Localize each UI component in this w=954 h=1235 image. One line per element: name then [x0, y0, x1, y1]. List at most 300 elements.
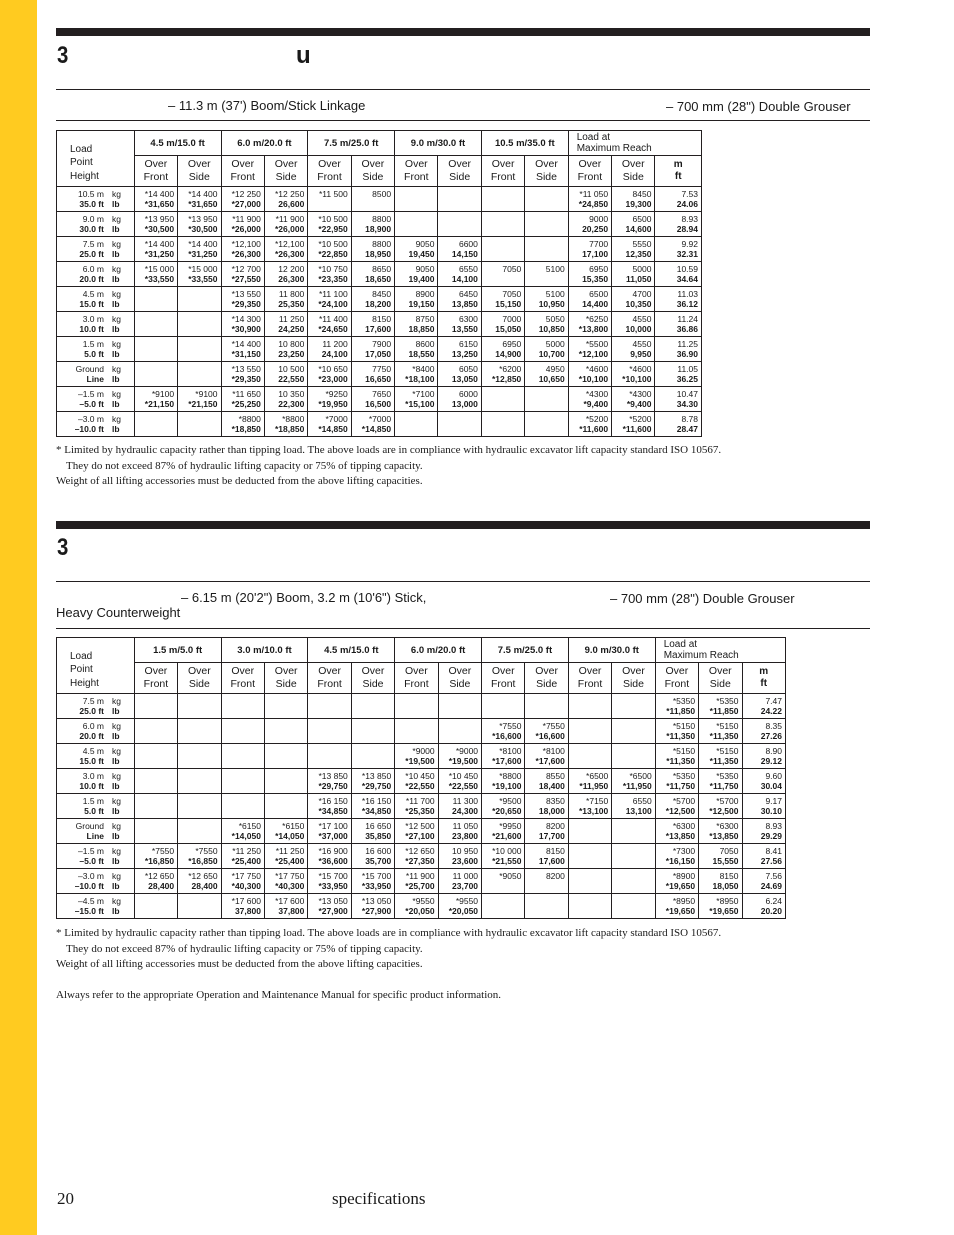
capacity-cell: [525, 237, 568, 262]
capacity-cell: 6950 15,350: [568, 262, 611, 287]
capacity-cell: *6150 *14,050: [221, 819, 264, 844]
capacity-cell: [178, 337, 221, 362]
capacity-cell: [178, 744, 221, 769]
capacity-cell: [481, 212, 524, 237]
capacity-cell: *4300 *9,400: [612, 387, 655, 412]
capacity-cell: [351, 744, 394, 769]
capacity-cell: [134, 312, 177, 337]
capacity-cell: *8950 *19,650: [655, 894, 698, 919]
capacity-cell: [264, 769, 307, 794]
capacity-cell: *5200 *11,600: [568, 412, 611, 437]
capacity-cell: *17 600 37,800: [221, 894, 264, 919]
capacity-cell: *16 150 *34,850: [351, 794, 394, 819]
section-2-config-top-rule: [56, 581, 870, 582]
capacity-cell: 6600 14,150: [438, 237, 481, 262]
table-row: [57, 387, 702, 412]
capacity-cell: *10 500 *22,850: [308, 237, 351, 262]
capacity-cell: *10 450 *22,550: [438, 769, 481, 794]
reach-header: 4.5 m/15.0 ft: [308, 638, 395, 663]
capacity-cell: *6200 *12,850: [481, 362, 524, 387]
capacity-cell: [525, 694, 568, 719]
capacity-cell: 11.25 36.90: [655, 337, 702, 362]
capacity-cell: 8200 17,700: [525, 819, 568, 844]
capacity-cell: *12 250 26,600: [264, 187, 307, 212]
capacity-cell: *12 700 *27,550: [221, 262, 264, 287]
capacity-cell: *4600 *10,100: [612, 362, 655, 387]
capacity-cell: *12 650 28,400: [134, 869, 177, 894]
capacity-cell: 7050 15,150: [481, 287, 524, 312]
unit-cell: kg lb: [110, 819, 134, 844]
unit-cell: kg lb: [110, 412, 134, 437]
capacity-cell: *5150 *11,350: [655, 744, 698, 769]
capacity-cell: 8500: [351, 187, 394, 212]
capacity-cell: [568, 744, 611, 769]
over-side-header: Over Side: [178, 156, 221, 187]
unit-cell: kg lb: [110, 337, 134, 362]
unit-cell: kg lb: [110, 387, 134, 412]
capacity-cell: [178, 412, 221, 437]
capacity-cell: 11 250 24,250: [264, 312, 307, 337]
capacity-cell: [438, 719, 481, 744]
capacity-cell: 8450 18,200: [351, 287, 394, 312]
capacity-cell: *13 850 *29,750: [308, 769, 351, 794]
load-point-height-cell: 9.0 m 30.0 ft: [57, 212, 110, 237]
over-front-header: Over Front: [395, 156, 438, 187]
table-row: [57, 719, 786, 744]
capacity-cell: 8.41 27.56: [742, 844, 786, 869]
section-1-top-rule: [56, 28, 870, 36]
over-front-header: Over Front: [482, 663, 525, 694]
capacity-cell: *12,100 *26,300: [264, 237, 307, 262]
section-2-top-rule: [56, 521, 870, 529]
capacity-cell: [568, 869, 611, 894]
section-2-config-bottom-rule: [56, 628, 870, 629]
capacity-cell: *13 050 *27,900: [351, 894, 394, 919]
capacity-cell: [612, 819, 655, 844]
capacity-cell: 8800 18,950: [351, 237, 394, 262]
capacity-cell: *9000 *19,500: [395, 744, 438, 769]
table-row: [57, 769, 786, 794]
capacity-cell: [612, 719, 655, 744]
footer-title: specifications: [332, 1189, 426, 1208]
load-point-height-cell: –3.0 m –10.0 ft: [57, 412, 110, 437]
load-point-height-cell: 6.0 m 20.0 ft: [57, 262, 110, 287]
capacity-cell: *9100 *21,150: [178, 387, 221, 412]
capacity-cell: *5200 *11,600: [612, 412, 655, 437]
capacity-cell: [178, 312, 221, 337]
capacity-cell: 5050 10,850: [525, 312, 568, 337]
capacity-cell: 6550 13,100: [612, 794, 655, 819]
capacity-cell: 8150 17,600: [525, 844, 568, 869]
capacity-cell: [178, 694, 221, 719]
capacity-cell: 6450 13,850: [438, 287, 481, 312]
capacity-cell: [264, 694, 307, 719]
capacity-cell: *4600 *10,100: [568, 362, 611, 387]
capacity-cell: *11 100 *24,100: [308, 287, 351, 312]
capacity-cell: [221, 769, 264, 794]
capacity-cell: *8800 *18,850: [221, 412, 264, 437]
capacity-cell: [438, 412, 481, 437]
section-2-config-right: – 700 mm (28") Double Grouser: [610, 591, 795, 606]
capacity-cell: *14 400 *31,250: [178, 237, 221, 262]
capacity-cell: *7550 *16,600: [482, 719, 525, 744]
over-front-header: Over Front: [655, 663, 698, 694]
table-row: [57, 312, 702, 337]
capacity-cell: *9100 *21,150: [134, 387, 177, 412]
section-1-config-left: – 11.3 m (37') Boom/Stick Linkage: [168, 98, 366, 113]
capacity-cell: 10.47 34.30: [655, 387, 702, 412]
capacity-cell: [482, 694, 525, 719]
reach-units-header: m ft: [655, 156, 702, 187]
max-reach-header: Load at Maximum Reach: [655, 638, 785, 663]
capacity-cell: *13 850 *29,750: [351, 769, 394, 794]
over-side-header: Over Side: [525, 663, 568, 694]
capacity-cell: 5550 12,350: [612, 237, 655, 262]
reach-header: 3.0 m/10.0 ft: [221, 638, 308, 663]
reach-header: 9.0 m/30.0 ft: [395, 131, 482, 156]
capacity-cell: *6500 *11,950: [612, 769, 655, 794]
capacity-cell: *8950 *19,650: [699, 894, 742, 919]
capacity-cell: 7700 17,100: [568, 237, 611, 262]
capacity-cell: [178, 287, 221, 312]
lift-capacity-table-1: [56, 130, 702, 437]
capacity-cell: *5350 *11,750: [655, 769, 698, 794]
capacity-cell: [568, 719, 611, 744]
capacity-cell: 6300 13,550: [438, 312, 481, 337]
capacity-cell: 11 000 23,700: [438, 869, 481, 894]
capacity-cell: [134, 719, 177, 744]
unit-cell: kg lb: [110, 869, 134, 894]
over-front-header: Over Front: [568, 663, 611, 694]
capacity-cell: *7550 *16,600: [525, 719, 568, 744]
capacity-cell: *9550 *20,050: [395, 894, 438, 919]
capacity-cell: *14 300 *30,900: [221, 312, 264, 337]
note-accessories: Weight of all lifting accessories must be deducted from the above lifting capacities.: [56, 958, 423, 970]
capacity-cell: 6500 14,600: [612, 212, 655, 237]
capacity-cell: *5350 *11,750: [699, 769, 742, 794]
capacity-cell: *15 000 *33,550: [134, 262, 177, 287]
over-side-header: Over Side: [351, 156, 394, 187]
capacity-cell: *11 500: [308, 187, 351, 212]
section-2-notes: [56, 926, 721, 973]
capacity-cell: 8150 17,600: [351, 312, 394, 337]
reach-header: 7.5 m/25.0 ft: [308, 131, 395, 156]
capacity-cell: *6500 *11,950: [568, 769, 611, 794]
capacity-cell: 8650 18,650: [351, 262, 394, 287]
capacity-cell: *9250 *19,950: [308, 387, 351, 412]
capacity-cell: 11 050 23,800: [438, 819, 481, 844]
unit-cell: kg lb: [110, 237, 134, 262]
table-row: [57, 412, 702, 437]
capacity-cell: [308, 719, 351, 744]
capacity-cell: *8400 *18,100: [395, 362, 438, 387]
unit-cell: kg lb: [110, 744, 134, 769]
note-limit-percent: They do not exceed 87% of hydraulic lifting capacity or 75% of tipping capacity.: [66, 942, 423, 955]
capacity-cell: [221, 744, 264, 769]
capacity-cell: *12 650 28,400: [178, 869, 221, 894]
capacity-cell: 10 500 22,550: [264, 362, 307, 387]
footer-manual-note: Always refer to the appropriate Operation and Maintenance Manual for specific product information.: [56, 989, 502, 1001]
table-row: [57, 237, 702, 262]
capacity-cell: 11 800 25,350: [264, 287, 307, 312]
capacity-cell: *7000 *14,850: [308, 412, 351, 437]
unit-cell: kg lb: [110, 719, 134, 744]
capacity-cell: [481, 237, 524, 262]
capacity-cell: 8350 18,000: [525, 794, 568, 819]
capacity-cell: [178, 794, 221, 819]
capacity-cell: 8600 18,550: [395, 337, 438, 362]
capacity-cell: 6150 13,250: [438, 337, 481, 362]
section-1-number: 3: [57, 42, 69, 69]
load-point-height-header: Load Point Height: [57, 638, 135, 694]
capacity-cell: *5350 *11,850: [655, 694, 698, 719]
table-row: [57, 287, 702, 312]
capacity-cell: *5700 *12,500: [655, 794, 698, 819]
capacity-cell: *8100 *17,600: [525, 744, 568, 769]
capacity-cell: [221, 794, 264, 819]
capacity-cell: 9050 19,400: [395, 262, 438, 287]
capacity-cell: *11 250 *25,400: [264, 844, 307, 869]
capacity-cell: [568, 844, 611, 869]
capacity-cell: 8.93 28.94: [655, 212, 702, 237]
capacity-cell: 7.56 24.69: [742, 869, 786, 894]
capacity-cell: [395, 719, 438, 744]
load-point-height-cell: 4.5 m 15.0 ft: [57, 287, 110, 312]
capacity-cell: [438, 694, 481, 719]
capacity-cell: 11.05 36.25: [655, 362, 702, 387]
capacity-cell: 8.90 29.12: [742, 744, 786, 769]
capacity-cell: *14 400 *31,650: [134, 187, 177, 212]
capacity-cell: [308, 694, 351, 719]
section-2-config-left-line-1: – 6.15 m (20'2") Boom, 3.2 m (10'6") Stick,: [181, 590, 427, 605]
capacity-cell: 6950 14,900: [481, 337, 524, 362]
capacity-cell: [438, 187, 481, 212]
table-row: [57, 212, 702, 237]
capacity-cell: *12,100 *26,300: [221, 237, 264, 262]
capacity-cell: *17 100 *37,000: [308, 819, 351, 844]
max-reach-header: Load at Maximum Reach: [568, 131, 701, 156]
capacity-cell: 8450 19,300: [612, 187, 655, 212]
load-point-height-cell: 3.0 m 10.0 ft: [57, 312, 110, 337]
capacity-cell: *11 900 *26,000: [221, 212, 264, 237]
reach-header: 9.0 m/30.0 ft: [568, 638, 655, 663]
note-limited: * Limited by hydraulic capacity rather than tipping load. The above loads are in compliance with hydraulic excavator lift capacity standard ISO 10567.: [56, 927, 722, 939]
capacity-cell: *5700 *12,500: [699, 794, 742, 819]
table-row: [57, 694, 786, 719]
capacity-cell: *5150 *11,350: [699, 744, 742, 769]
unit-cell: kg lb: [110, 362, 134, 387]
capacity-cell: 6500 14,400: [568, 287, 611, 312]
capacity-cell: *11 050 *24,850: [568, 187, 611, 212]
capacity-cell: 10 800 23,250: [264, 337, 307, 362]
capacity-cell: *15 700 *33,950: [308, 869, 351, 894]
capacity-cell: *6300 *13,850: [655, 819, 698, 844]
note-accessories: Weight of all lifting accessories must be deducted from the above lifting capacities.: [56, 475, 423, 487]
capacity-cell: *10 650 *23,000: [308, 362, 351, 387]
capacity-cell: 11.03 36.12: [655, 287, 702, 312]
load-point-height-cell: 7.5 m 25.0 ft: [57, 694, 111, 719]
capacity-cell: *13 550 *29,350: [221, 362, 264, 387]
capacity-cell: *9000 *19,500: [438, 744, 481, 769]
unit-cell: kg lb: [110, 694, 134, 719]
capacity-cell: [134, 412, 177, 437]
section-2-number: 3: [57, 534, 69, 561]
load-point-height-cell: –3.0 m –10.0 ft: [57, 869, 111, 894]
table-row: [57, 894, 786, 919]
capacity-cell: 5100 10,950: [525, 287, 568, 312]
capacity-cell: *11 900 *25,700: [395, 869, 438, 894]
unit-cell: kg lb: [110, 794, 134, 819]
capacity-cell: [482, 894, 525, 919]
unit-cell: kg lb: [110, 894, 134, 919]
capacity-cell: [221, 694, 264, 719]
section-1-config-right: – 700 mm (28") Double Grouser: [666, 99, 851, 114]
capacity-cell: 10 950 23,600: [438, 844, 481, 869]
capacity-cell: *15 700 *33,950: [351, 869, 394, 894]
capacity-cell: [134, 694, 177, 719]
capacity-cell: *9550 *20,050: [438, 894, 481, 919]
capacity-cell: *13 050 *27,900: [308, 894, 351, 919]
load-point-height-cell: –1.5 m –5.0 ft: [57, 387, 110, 412]
over-side-header: Over Side: [438, 663, 481, 694]
capacity-cell: 10.59 34.64: [655, 262, 702, 287]
capacity-cell: [134, 769, 177, 794]
over-front-header: Over Front: [221, 156, 264, 187]
load-point-height-cell: 1.5 m 5.0 ft: [57, 794, 111, 819]
capacity-cell: 12 200 26,300: [264, 262, 307, 287]
capacity-cell: *16 150 *34,850: [308, 794, 351, 819]
capacity-cell: *5350 *11,850: [699, 694, 742, 719]
capacity-cell: [134, 362, 177, 387]
capacity-cell: 11 200 24,100: [308, 337, 351, 362]
unit-cell: kg lb: [110, 262, 134, 287]
capacity-cell: *5500 *12,100: [568, 337, 611, 362]
section-1-notes: [56, 443, 721, 490]
reach-header: 6.0 m/20.0 ft: [395, 638, 482, 663]
table-row: [57, 362, 702, 387]
table-row: [57, 869, 786, 894]
capacity-cell: 4700 10,350: [612, 287, 655, 312]
capacity-cell: 8.35 27.26: [742, 719, 786, 744]
capacity-cell: [178, 819, 221, 844]
capacity-cell: *7150 *13,100: [568, 794, 611, 819]
capacity-cell: 6550 14,100: [438, 262, 481, 287]
reach-header: 7.5 m/25.0 ft: [482, 638, 569, 663]
unit-cell: kg lb: [110, 844, 134, 869]
reach-header: 10.5 m/35.0 ft: [481, 131, 568, 156]
capacity-cell: *8800 *19,100: [482, 769, 525, 794]
capacity-cell: *14 400 *31,250: [134, 237, 177, 262]
capacity-cell: [395, 412, 438, 437]
capacity-cell: *7550 *16,850: [134, 844, 177, 869]
over-side-header: Over Side: [699, 663, 742, 694]
capacity-cell: [178, 719, 221, 744]
capacity-cell: [438, 212, 481, 237]
capacity-cell: [481, 387, 524, 412]
capacity-cell: *17 750 *40,300: [221, 869, 264, 894]
table-row: [57, 794, 786, 819]
capacity-cell: [134, 794, 177, 819]
capacity-cell: 7000 15,050: [481, 312, 524, 337]
unit-cell: kg lb: [110, 212, 134, 237]
capacity-cell: 4550 9,950: [612, 337, 655, 362]
section-1-config-top-rule: [56, 89, 870, 90]
capacity-cell: *6150 *14,050: [264, 819, 307, 844]
capacity-cell: *12 650 *27,350: [395, 844, 438, 869]
capacity-cell: 16 650 35,850: [351, 819, 394, 844]
unit-cell: kg lb: [110, 287, 134, 312]
capacity-cell: [264, 744, 307, 769]
over-front-header: Over Front: [308, 156, 351, 187]
capacity-cell: *7550 *16,850: [178, 844, 221, 869]
capacity-cell: *5150 *11,350: [655, 719, 698, 744]
capacity-cell: 10 350 22,300: [264, 387, 307, 412]
capacity-cell: [351, 719, 394, 744]
capacity-cell: *7300 *16,150: [655, 844, 698, 869]
capacity-cell: 8800 18,900: [351, 212, 394, 237]
capacity-cell: *8800 *18,850: [264, 412, 307, 437]
load-point-height-cell: Ground Line: [57, 819, 111, 844]
capacity-cell: *6300 *13,850: [699, 819, 742, 844]
section-1-title-letter: u: [296, 42, 311, 69]
load-point-height-cell: –4.5 m –15.0 ft: [57, 894, 111, 919]
load-point-height-header: Load Point Height: [57, 131, 135, 187]
over-side-header: Over Side: [612, 156, 655, 187]
capacity-cell: [525, 187, 568, 212]
unit-cell: kg lb: [110, 312, 134, 337]
capacity-cell: 7.53 24.06: [655, 187, 702, 212]
section-2-config-left-line-2: Heavy Counterweight: [56, 605, 181, 620]
table-row: [57, 262, 702, 287]
note-limit-percent: They do not exceed 87% of hydraulic lifting capacity or 75% of tipping capacity.: [66, 459, 423, 472]
section-1-config-bottom-rule: [56, 120, 870, 121]
over-front-header: Over Front: [308, 663, 351, 694]
capacity-cell: [134, 287, 177, 312]
capacity-cell: [308, 744, 351, 769]
capacity-cell: 7750 16,650: [351, 362, 394, 387]
capacity-cell: [525, 212, 568, 237]
reach-units-header: m ft: [742, 663, 786, 694]
capacity-cell: [134, 744, 177, 769]
load-point-height-cell: Ground Line: [57, 362, 110, 387]
load-point-height-cell: 1.5 m 5.0 ft: [57, 337, 110, 362]
capacity-cell: [525, 894, 568, 919]
unit-cell: kg lb: [110, 769, 134, 794]
reach-header: 6.0 m/20.0 ft: [221, 131, 308, 156]
capacity-cell: *10 750 *23,350: [308, 262, 351, 287]
capacity-cell: [178, 894, 221, 919]
capacity-cell: [395, 694, 438, 719]
over-side-header: Over Side: [351, 663, 394, 694]
note-limited: * Limited by hydraulic capacity rather than tipping load. The above loads are in compliance with hydraulic excavator lift capacity standard ISO 10567.: [56, 444, 722, 456]
capacity-cell: *13 950 *30,500: [134, 212, 177, 237]
capacity-cell: *13 950 *30,500: [178, 212, 221, 237]
capacity-cell: 8750 18,850: [395, 312, 438, 337]
capacity-cell: 5000 10,700: [525, 337, 568, 362]
capacity-cell: 5100: [525, 262, 568, 287]
over-side-header: Over Side: [264, 156, 307, 187]
capacity-cell: [481, 187, 524, 212]
capacity-cell: [178, 362, 221, 387]
capacity-cell: 7.47 24.22: [742, 694, 786, 719]
capacity-cell: *12 500 *27,100: [395, 819, 438, 844]
over-front-header: Over Front: [395, 663, 438, 694]
capacity-cell: 7050: [481, 262, 524, 287]
capacity-cell: [134, 894, 177, 919]
capacity-cell: [568, 694, 611, 719]
capacity-cell: [612, 894, 655, 919]
capacity-cell: 8550 18,400: [525, 769, 568, 794]
